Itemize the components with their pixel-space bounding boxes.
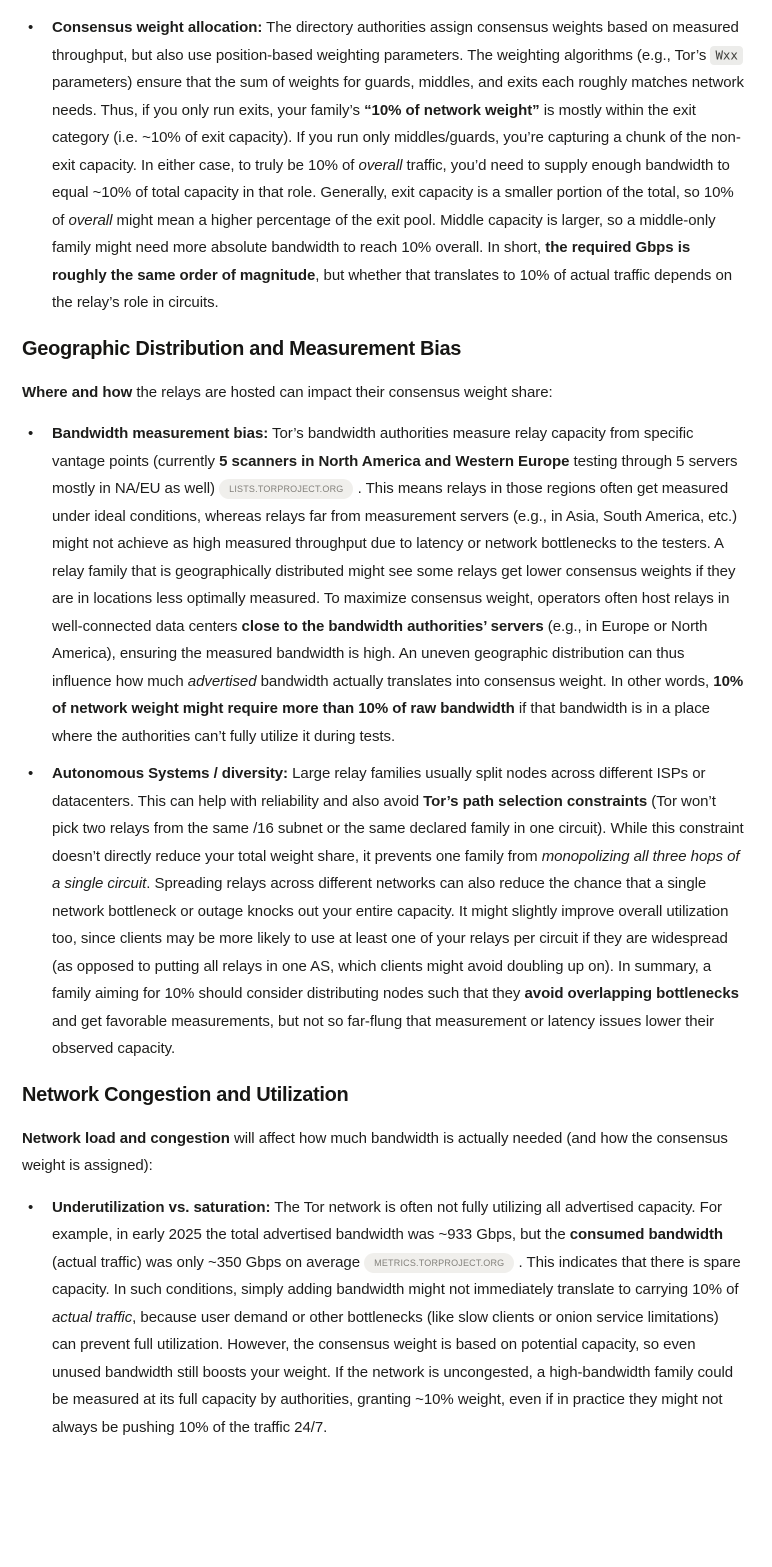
bold-text: Tor’s path selection constraints (423, 792, 648, 810)
bold-text: Where and how (22, 383, 133, 401)
bold-text: Autonomous Systems / diversity: (52, 765, 289, 782)
inline-code: Wxx (710, 46, 742, 65)
section-heading-geographic-distribution: Geographic Distribution and Measurement Bias (22, 337, 462, 360)
list-item-text: Consensus weight allocation: The directory authorities assign consensus weights based on measured throughput, but also use position-based weighting parameters. The weighting algorithms (e.g., Tor’s Wxx parameters) ensure that the sum of weights for guards, middles, and exits each roughly matches network needs. Thus, if you only run exits, your family’s “10% of network weight” is mostly within the exit category (i.e. ~10% of exit capacity). If you run only middles/guards, you’re capturing a chunk of the non-exit capacity. In either case, to truly be 10% of overall traffic, you’d need to supply enough bandwidth to equal ~10% of total capacity in that role. Generally, exit capacity is a smaller portion of the total, so 10% of overall might mean a higher percentage of the exit pool. Middle capacity is larger, so a middle-only family might need more absolute bandwidth to reach 10% overall. In short, the required Gbps is roughly the same order of magnitude, but whether that translates to 10% of actual traffic depends on the relay’s role in circuits. (52, 19, 744, 311)
list-item-text: Autonomous Systems / diversity: Large relay families usually split nodes across different ISPs or datacenters. This can help with reliability and also avoid Tor’s path selection constraints (Tor won’t pick two relays from the same /16 subnet or the same declared family in one circuit). While this constraint doesn’t directly reduce your total weight share, it prevents one family from monopolizing all three hops of a single circuit. Spreading relays across different networks can also reduce the chance that a single network bottleneck or outage knocks out your entire capacity. It might slightly improve overall utilization too, since clients may be more likely to use at least one of your relays per circuit if they are widespread (as opposed to putting all relays in one AS, which clients might avoid doubling up on). In summary, a family aiming for 10% should consider distributing nodes such that they avoid overlapping bottlenecks and get favorable measurements, but not so far-flung that measurement or latency issues lower their observed capacity. (52, 765, 744, 1057)
bold-text: Consensus weight allocation: (52, 19, 263, 36)
bold-text: Network load and congestion (22, 1129, 230, 1147)
bullet-icon: • (28, 765, 34, 782)
bullet-icon: • (28, 425, 34, 442)
bullet-list-congestion (22, 1194, 746, 1442)
italic-text: actual traffic (52, 1308, 133, 1326)
citation-pill[interactable]: LISTS.TORPROJECT.ORG (219, 479, 353, 499)
bold-text: close to the bandwidth authorities’ servers (241, 617, 544, 635)
bold-text: Bandwidth measurement bias: (52, 425, 269, 442)
bold-text: Underutilization vs. saturation: (52, 1198, 271, 1216)
italic-text: advertised (187, 672, 257, 690)
list-item-bandwidth-measurement-bias (22, 420, 746, 750)
list-item-autonomous-systems-diversity (22, 760, 746, 1063)
bullet-list-consensus (22, 14, 746, 317)
bold-text: the required Gbps is roughly the same order of magnitude (52, 239, 691, 284)
bold-text: avoid overlapping bottlenecks (524, 985, 739, 1002)
bullet-icon: • (28, 1198, 34, 1216)
list-item-text: Underutilization vs. saturation: The Tor network is often not fully utilizing all advertised capacity. For example, in early 2025 the total advertised bandwidth was ~933 Gbps, but the consumed bandwidth (actual traffic) was only ~350 Gbps on average METRICS.TORPROJECT.ORG . This indicates that there is spare capacity. In such conditions, simply adding bandwidth might not immediately translate to carrying 10% of actual traffic, because user demand or other bottlenecks (like slow clients or onion service limitations) can prevent full utilization. However, the consensus weight is based on potential capacity, so even unused bandwidth still boosts your weight. If the network is uncongested, a high-bandwidth family could be measured at its full capacity by authorities, granting ~10% weight, even if in practice they might not always be pushing 10% of the traffic 24/7. (52, 1198, 741, 1436)
bold-text: 5 scanners in North America and Western Europe (219, 452, 570, 470)
bold-text: consumed bandwidth (569, 1226, 724, 1243)
list-item-underutilization-saturation (22, 1194, 746, 1442)
bullet-list-geographic (22, 420, 746, 1063)
citation-pill[interactable]: METRICS.TORPROJECT.ORG (364, 1253, 514, 1273)
section-heading-network-congestion: Network Congestion and Utilization (22, 1083, 349, 1106)
italic-text: monopolizing all three hops of a single circuit (52, 847, 740, 892)
list-item-text: Bandwidth measurement bias: Tor’s bandwidth authorities measure relay capacity from specific vantage points (currently 5 scanners in North America and Western Europe testing through 5 servers mostly in NA/EU as well) LISTS.TORPROJECT.ORG . This means relays in those regions often get measured under ideal conditions, whereas relays far from measurement servers (e.g., in Asia, South America, etc.) might not achieve as high measured throughput due to latency or network bottlenecks to the testers. A relay family that is geographically distributed might see some relays get lower consensus weights if they are in locations less optimally measured. To maximize consensus weight, operators often host relays in well-connected data centers close to the bandwidth authorities’ servers (e.g., in Europe or North America), ensuring the measured bandwidth is high. An uneven geographic distribution can thus influence how much advertised bandwidth actually translates into consensus weight. In other words, 10% of network weight might require more than 10% of raw bandwidth if that bandwidth is in a place where the authorities can’t fully utilize it during tests. (52, 425, 744, 745)
intro-paragraph-geographic: Where and how the relays are hosted can impact their consensus weight share: (22, 383, 553, 401)
list-item-consensus-weight-allocation (22, 14, 746, 317)
bold-text: “10% of network weight” (364, 101, 540, 119)
bold-text: 10% of network weight might require more than 10% of raw bandwidth (52, 672, 744, 717)
italic-text: overall (68, 211, 113, 229)
italic-text: overall (358, 156, 403, 174)
intro-paragraph-congestion: Network load and congestion will affect how much bandwidth is actually needed (and how the consensus weight is assigned): (22, 1129, 728, 1174)
bullet-icon: • (28, 19, 34, 36)
